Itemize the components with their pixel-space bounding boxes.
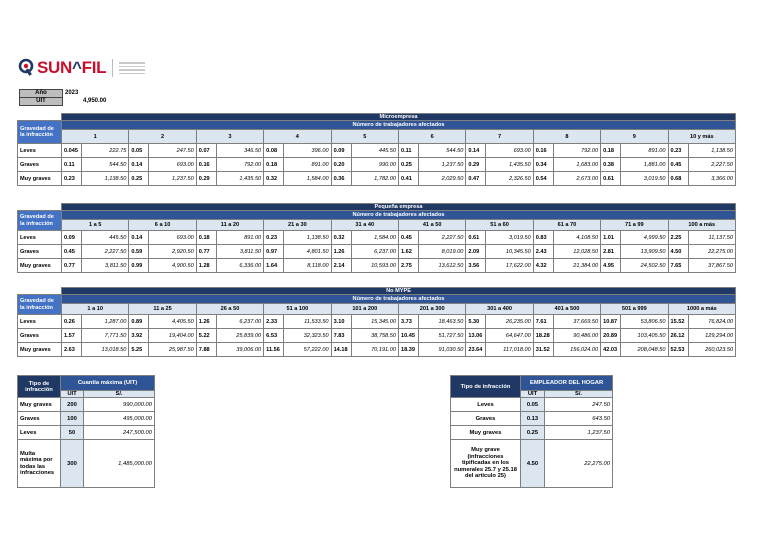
micro-amount: 792.00 [216, 158, 263, 172]
table-row [18, 158, 736, 172]
micro-amount: 222.75 [82, 144, 129, 158]
small-amount: 6,237.00 [351, 245, 398, 259]
nomype-uit-factor: 6.53 [264, 329, 284, 343]
small-uit-factor: 0.23 [264, 231, 284, 245]
table-row [18, 245, 736, 259]
small-column-header: 6 a 10 [129, 220, 196, 231]
micro-uit-factor: 0.14 [466, 144, 486, 158]
small-uit-factor: 0.45 [62, 245, 82, 259]
household-row-soles: 247.50 [545, 398, 613, 412]
small-title: Pequeña empresa [62, 204, 736, 211]
small-amount: 22,275.00 [688, 245, 735, 259]
small-uit-factor: 0.32 [331, 231, 351, 245]
max-soles-col: S/. [84, 391, 155, 398]
nomype-amount: 13,018.50 [82, 343, 129, 357]
nomype-amount: 4,405.50 [149, 315, 196, 329]
micro-uit-factor: 0.36 [331, 172, 351, 186]
small-column-header: 61 a 70 [533, 220, 600, 231]
nomype-uit-factor: 52.53 [668, 343, 688, 357]
small-uit-factor: 1.01 [601, 231, 621, 245]
small-uit-factor: 0.77 [196, 245, 216, 259]
micro-amount: 1,782.00 [351, 172, 398, 186]
nomype-uit-factor: 5.30 [466, 315, 486, 329]
max-row-label: Multa máxima por todas las infracciones [18, 440, 61, 488]
small-amount: 12,028.50 [553, 245, 600, 259]
nomype-amount: 260,023.50 [688, 343, 736, 357]
small-amount: 10,593.00 [351, 259, 398, 273]
nomype-amount: 19,404.00 [149, 329, 196, 343]
micro-uit-factor: 0.54 [533, 172, 553, 186]
small-amount: 891.00 [216, 231, 263, 245]
household-row-uit: 0.05 [521, 398, 545, 412]
max-title: Cuantía máxima (UIT) [61, 376, 155, 391]
nomype-amount: 6,237.00 [216, 315, 263, 329]
logo-subtitle-lines [119, 62, 145, 74]
small-uit-factor: 0.45 [398, 231, 418, 245]
nomype-amount: 103,405.50 [621, 329, 668, 343]
nomype-column-header: 1000 a más [668, 304, 736, 315]
year-value: 2023 [65, 90, 79, 96]
micro-uit-factor: 0.14 [129, 158, 149, 172]
nomype-amount: 26,235.00 [486, 315, 533, 329]
nomype-uit-factor: 7.83 [331, 329, 351, 343]
small-amount: 10,345.50 [486, 245, 533, 259]
small-amount: 445.50 [82, 231, 129, 245]
micro-uit-factor: 0.23 [668, 144, 688, 158]
household-soles-col: S/. [545, 391, 613, 398]
small-amount: 3,811.50 [82, 259, 129, 273]
nomype-title: No MYPE [62, 288, 736, 295]
max-row-soles: 495,000.00 [84, 412, 155, 426]
nomype-workers-header: Número de trabajadores afectados [62, 295, 736, 304]
microempresa-table [17, 113, 736, 186]
year-uit-table [19, 89, 166, 106]
max-row-soles: 1,485,000.00 [84, 440, 155, 488]
micro-amount: 2,673.00 [553, 172, 600, 186]
max-row-uit: 300 [61, 440, 84, 488]
micro-amount: 3,019.50 [621, 172, 668, 186]
nomype-uit-factor: 3.73 [398, 315, 418, 329]
max-row-soles: 247,500.00 [84, 426, 155, 440]
micro-amount: 396.00 [284, 144, 331, 158]
small-column-header: 51 a 60 [466, 220, 533, 231]
small-uit-factor: 2.81 [601, 245, 621, 259]
small-column-header: 100 a más [668, 220, 735, 231]
nomype-uit-factor: 2.33 [264, 315, 284, 329]
small-uit-factor: 1.64 [264, 259, 284, 273]
small-amount: 6,336.00 [216, 259, 263, 273]
small-uit-factor: 0.18 [196, 231, 216, 245]
nomype-amount: 64,647.00 [486, 329, 533, 343]
small-amount: 4,108.50 [553, 231, 600, 245]
micro-row-label: Graves [18, 158, 62, 172]
nomype-amount: 51,727.50 [418, 329, 465, 343]
nomype-amount: 18,463.50 [418, 315, 465, 329]
micro-workers-header: Número de trabajadores afectados [62, 121, 736, 130]
micro-uit-factor: 0.07 [196, 144, 216, 158]
nomype-uit-factor: 10.87 [601, 315, 621, 329]
small-uit-factor: 0.77 [62, 259, 82, 273]
micro-column-header: 10 y más [668, 130, 736, 144]
small-workers-header: Número de trabajadores afectados [62, 211, 736, 220]
household-row-uit: 4.50 [521, 440, 545, 488]
nomype-amount: 32,323.50 [284, 329, 331, 343]
nomype-uit-factor: 0.89 [129, 315, 149, 329]
household-row-label: Muy grave (infracciones tipificadas en los numerales 25.7 y 25.18 del artículo 25) [451, 440, 521, 488]
micro-uit-factor: 0.34 [533, 158, 553, 172]
small-amount: 3,811.50 [216, 245, 263, 259]
micro-uit-factor: 0.25 [129, 172, 149, 186]
nomype-amount: 11,533.50 [284, 315, 331, 329]
nomype-uit-factor: 42.03 [601, 343, 621, 357]
micro-uit-factor: 0.11 [398, 144, 418, 158]
household-employer-table [450, 375, 613, 488]
household-row-soles: 643.50 [545, 412, 613, 426]
micro-amount: 445.50 [351, 144, 398, 158]
household-row-uit: 0.13 [521, 412, 545, 426]
year-label: Año [20, 90, 63, 98]
micro-uit-factor: 0.38 [601, 158, 621, 172]
small-amount: 24,502.50 [621, 259, 668, 273]
nomype-uit-factor: 3.92 [129, 329, 149, 343]
small-uit-factor: 0.83 [533, 231, 553, 245]
small-uit-factor: 2.09 [466, 245, 486, 259]
micro-amount: 1,138.50 [82, 172, 129, 186]
small-uit-factor: 3.56 [466, 259, 486, 273]
nomype-amount: 57,222.00 [284, 343, 331, 357]
micro-amount: 247.50 [149, 144, 196, 158]
nomype-amount: 37,669.50 [553, 315, 600, 329]
micro-amount: 1,584.00 [284, 172, 331, 186]
small-uit-factor: 2.75 [398, 259, 418, 273]
max-amount-table [17, 375, 155, 488]
small-uit-factor: 0.99 [129, 259, 149, 273]
small-column-header: 1 a 5 [62, 220, 129, 231]
nomype-uit-factor: 13.06 [466, 329, 486, 343]
nomype-amount: 129,294.00 [688, 329, 736, 343]
nomype-amount: 25,839.00 [216, 329, 263, 343]
household-row-uit: 0.25 [521, 426, 545, 440]
household-row-label: Leves [451, 398, 521, 412]
small-amount: 8,019.00 [418, 245, 465, 259]
micro-amount: 693.00 [149, 158, 196, 172]
small-uit-factor: 1.26 [331, 245, 351, 259]
micro-amount: 1,435.50 [216, 172, 263, 186]
max-row-label: Muy graves [18, 398, 61, 412]
small-uit-factor: 4.32 [533, 259, 553, 273]
micro-uit-factor: 0.32 [264, 172, 284, 186]
micro-uit-factor: 0.08 [264, 144, 284, 158]
household-type-header: Tipo de infracción [451, 376, 521, 398]
micro-uit-factor: 0.20 [331, 158, 351, 172]
small-row-label: Graves [18, 245, 62, 259]
small-amount: 17,622.00 [486, 259, 533, 273]
micro-column-header: 7 [466, 130, 533, 144]
nomype-amount: 90,486.00 [553, 329, 600, 343]
micro-amount: 891.00 [621, 144, 668, 158]
micro-amount: 1,138.50 [688, 144, 736, 158]
nomype-amount: 15,345.00 [351, 315, 398, 329]
small-uit-factor: 0.61 [466, 231, 486, 245]
small-uit-factor: 2.43 [533, 245, 553, 259]
micro-amount: 1,881.00 [621, 158, 668, 172]
max-row-soles: 990,000.00 [84, 398, 155, 412]
sunafil-logo [18, 57, 145, 79]
nomype-row-label: Leves [18, 315, 62, 329]
micro-amount: 2,227.50 [688, 158, 736, 172]
small-row-label: Muy graves [18, 259, 62, 273]
small-uit-factor: 0.09 [62, 231, 82, 245]
logo-divider [112, 59, 113, 77]
household-title: EMPLEADOR DEL HOGAR [521, 376, 613, 391]
micro-amount: 2,326.50 [486, 172, 533, 186]
micro-uit-factor: 0.18 [264, 158, 284, 172]
nomype-uit-factor: 1.26 [196, 315, 216, 329]
micro-amount: 3,366.00 [688, 172, 736, 186]
small-uit-factor: 4.50 [668, 245, 688, 259]
micro-uit-factor: 0.41 [398, 172, 418, 186]
small-amount: 3,019.50 [486, 231, 533, 245]
nomype-uit-factor: 2.63 [62, 343, 82, 357]
small-uit-factor: 2.25 [668, 231, 688, 245]
micro-uit-factor: 0.61 [601, 172, 621, 186]
micro-amount: 1,237.50 [149, 172, 196, 186]
nomype-row-label: Graves [18, 329, 62, 343]
small-uit-factor: 7.65 [668, 259, 688, 273]
micro-amount: 1,683.00 [553, 158, 600, 172]
micro-uit-factor: 0.16 [196, 158, 216, 172]
nomype-gravity-header: Gravedad de la infracción [18, 295, 62, 315]
small-column-header: 11 a 20 [196, 220, 263, 231]
micro-column-header: 3 [196, 130, 263, 144]
micro-column-header: 8 [533, 130, 600, 144]
nomype-uit-factor: 7.61 [533, 315, 553, 329]
nomype-amount: 53,806.50 [621, 315, 668, 329]
max-uit-col: UIT [61, 391, 84, 398]
micro-row-label: Leves [18, 144, 62, 158]
small-uit-factor: 0.97 [264, 245, 284, 259]
micro-column-header: 4 [264, 130, 331, 144]
micro-uit-factor: 0.29 [196, 172, 216, 186]
micro-uit-factor: 0.18 [601, 144, 621, 158]
small-uit-factor: 1.62 [398, 245, 418, 259]
small-row-label: Leves [18, 231, 62, 245]
max-row-label: Graves [18, 412, 61, 426]
micro-uit-factor: 0.11 [62, 158, 82, 172]
nomype-uit-factor: 1.57 [62, 329, 82, 343]
nomype-uit-factor: 20.89 [601, 329, 621, 343]
micro-column-header: 2 [129, 130, 196, 144]
micro-uit-factor: 0.23 [62, 172, 82, 186]
micro-amount: 544.50 [418, 144, 465, 158]
logo-wordmark: SUN^FIL [37, 58, 107, 77]
max-row-uit: 100 [61, 412, 84, 426]
logo-mark-icon [18, 58, 34, 78]
small-gravity-header: Gravedad de la infracción [18, 211, 62, 231]
max-row-uit: 50 [61, 426, 84, 440]
small-amount: 2,227.50 [418, 231, 465, 245]
nomype-row-label: Muy graves [18, 343, 62, 357]
nomype-column-header: 201 a 300 [398, 304, 465, 315]
small-amount: 11,137.50 [688, 231, 735, 245]
table-row [18, 343, 736, 357]
household-row-label: Graves [451, 412, 521, 426]
nomype-amount: 76,824.00 [688, 315, 736, 329]
micro-amount: 693.00 [486, 144, 533, 158]
small-amount: 4,999.50 [621, 231, 668, 245]
nomype-column-header: 101 a 200 [331, 304, 398, 315]
nomype-uit-factor: 26.12 [668, 329, 688, 343]
table-row [18, 144, 736, 158]
nomype-column-header: 11 a 25 [129, 304, 196, 315]
micro-title: Microempresa [62, 114, 736, 121]
micro-amount: 990.00 [351, 158, 398, 172]
uit-value: 4,950.00 [83, 98, 107, 104]
table-row [18, 172, 736, 186]
small-amount: 693.00 [149, 231, 196, 245]
nomype-amount: 208,048.50 [621, 343, 668, 357]
small-column-header: 31 a 40 [331, 220, 398, 231]
small-column-header: 41 a 50 [398, 220, 465, 231]
small-column-header: 71 a 99 [601, 220, 668, 231]
small-amount: 1,138.50 [284, 231, 331, 245]
micro-amount: 544.50 [82, 158, 129, 172]
table-row [18, 259, 736, 273]
micro-column-header: 5 [331, 130, 398, 144]
table-row [18, 231, 736, 245]
micro-uit-factor: 0.47 [466, 172, 486, 186]
nomype-amount: 1,287.00 [82, 315, 129, 329]
micro-amount: 1,237.50 [418, 158, 465, 172]
small-amount: 13,909.50 [621, 245, 668, 259]
micro-amount: 2,029.50 [418, 172, 465, 186]
small-amount: 2,920.50 [149, 245, 196, 259]
micro-uit-factor: 0.68 [668, 172, 688, 186]
nomype-column-header: 26 a 50 [196, 304, 263, 315]
nomype-column-header: 301 a 400 [466, 304, 533, 315]
nomype-uit-factor: 10.45 [398, 329, 418, 343]
max-row-uit: 200 [61, 398, 84, 412]
small-uit-factor: 4.95 [601, 259, 621, 273]
nomype-column-header: 51 a 100 [264, 304, 331, 315]
small-amount: 37,867.50 [688, 259, 735, 273]
nomype-amount: 7,771.50 [82, 329, 129, 343]
small-amount: 13,612.50 [418, 259, 465, 273]
nomype-amount: 117,018.00 [486, 343, 533, 357]
small-amount: 2,227.50 [82, 245, 129, 259]
max-row-label: Leves [18, 426, 61, 440]
micro-amount: 1,435.50 [486, 158, 533, 172]
nomype-column-header: 401 a 500 [533, 304, 600, 315]
nomype-uit-factor: 15.52 [668, 315, 688, 329]
no-mype-table [17, 287, 736, 357]
nomype-amount: 156,024.00 [553, 343, 600, 357]
household-uit-col: UIT [521, 391, 545, 398]
nomype-uit-factor: 5.25 [129, 343, 149, 357]
nomype-uit-factor: 18.28 [533, 329, 553, 343]
nomype-column-header: 1 a 10 [62, 304, 129, 315]
micro-uit-factor: 0.29 [466, 158, 486, 172]
micro-amount: 792.00 [553, 144, 600, 158]
nomype-amount: 25,987.50 [149, 343, 196, 357]
micro-uit-factor: 0.16 [533, 144, 553, 158]
pequena-empresa-table [17, 203, 736, 273]
small-uit-factor: 2.14 [331, 259, 351, 273]
small-amount: 4,900.50 [149, 259, 196, 273]
micro-column-header: 6 [398, 130, 465, 144]
nomype-column-header: 501 a 999 [601, 304, 668, 315]
micro-uit-factor: 0.045 [62, 144, 82, 158]
micro-column-header: 1 [62, 130, 129, 144]
micro-amount: 891.00 [284, 158, 331, 172]
small-amount: 1,584.00 [351, 231, 398, 245]
micro-column-header: 9 [601, 130, 668, 144]
small-amount: 4,801.50 [284, 245, 331, 259]
nomype-uit-factor: 5.22 [196, 329, 216, 343]
nomype-amount: 70,191.00 [351, 343, 398, 357]
nomype-uit-factor: 3.10 [331, 315, 351, 329]
nomype-uit-factor: 23.64 [466, 343, 486, 357]
small-column-header: 21 a 30 [264, 220, 331, 231]
nomype-uit-factor: 14.18 [331, 343, 351, 357]
household-row-soles: 22,275.00 [545, 440, 613, 488]
uit-label: UIT [20, 98, 63, 106]
nomype-amount: 91,030.50 [418, 343, 465, 357]
micro-gravity-header: Gravedad de la infracción [18, 121, 62, 144]
micro-row-label: Muy graves [18, 172, 62, 186]
nomype-amount: 39,006.00 [216, 343, 263, 357]
small-amount: 21,384.00 [553, 259, 600, 273]
nomype-uit-factor: 31.52 [533, 343, 553, 357]
household-row-soles: 1,237.50 [545, 426, 613, 440]
nomype-uit-factor: 11.56 [264, 343, 284, 357]
max-type-header: Tipo de infracción [18, 376, 61, 398]
nomype-amount: 38,758.50 [351, 329, 398, 343]
small-uit-factor: 0.14 [129, 231, 149, 245]
small-uit-factor: 1.28 [196, 259, 216, 273]
table-row [18, 315, 736, 329]
micro-uit-factor: 0.05 [129, 144, 149, 158]
small-uit-factor: 0.59 [129, 245, 149, 259]
nomype-uit-factor: 7.88 [196, 343, 216, 357]
micro-amount: 346.50 [216, 144, 263, 158]
nomype-uit-factor: 0.26 [62, 315, 82, 329]
household-row-label: Muy graves [451, 426, 521, 440]
micro-uit-factor: 0.45 [668, 158, 688, 172]
micro-uit-factor: 0.09 [331, 144, 351, 158]
table-row [18, 329, 736, 343]
micro-uit-factor: 0.25 [398, 158, 418, 172]
nomype-uit-factor: 18.39 [398, 343, 418, 357]
small-amount: 8,118.00 [284, 259, 331, 273]
